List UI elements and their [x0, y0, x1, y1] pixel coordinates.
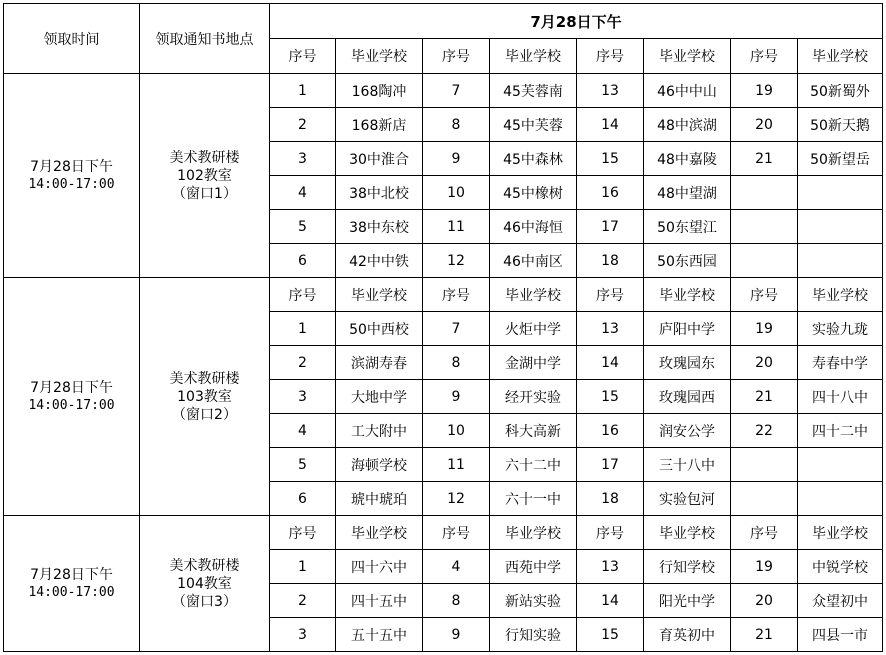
table-header-row	[4, 4, 883, 39]
cell-school: 庐阳中学	[644, 312, 731, 346]
column-header-number: 序号	[423, 39, 490, 74]
cell-number: 16	[577, 176, 644, 210]
column-header-school: 毕业学校	[644, 39, 731, 74]
collection-date: 7月28日下午	[30, 379, 113, 396]
cell-number: 8	[423, 584, 490, 618]
column-header-number: 序号	[270, 516, 336, 550]
cell-number: 15	[577, 142, 644, 176]
cell-school: 168新店	[336, 108, 423, 142]
cell-number: 4	[423, 550, 490, 584]
cell-number: 19	[731, 312, 798, 346]
column-header-number: 序号	[423, 278, 490, 312]
cell-number: 3	[270, 618, 336, 652]
cell-number: 6	[270, 244, 336, 278]
cell-school: 海顿学校	[336, 448, 423, 482]
column-header-school: 毕业学校	[798, 39, 883, 74]
collection-hours: 14:00-17:00	[28, 176, 115, 192]
cell-school: 玫瑰园西	[644, 380, 731, 414]
cell-number: 15	[577, 380, 644, 414]
cell-school: 工大附中	[336, 414, 423, 448]
location-room: 102教室	[177, 167, 232, 184]
column-header-number: 序号	[423, 516, 490, 550]
cell-school: 四十八中	[798, 380, 883, 414]
cell-number: 22	[731, 414, 798, 448]
cell-number: 12	[423, 482, 490, 516]
location-building: 美术教研楼	[169, 557, 240, 574]
cell-school	[798, 210, 883, 244]
cell-school: 48中望湖	[644, 176, 731, 210]
cell-number: 1	[270, 74, 336, 108]
cell-school: 润安公学	[644, 414, 731, 448]
section-header-row	[4, 516, 883, 550]
cell-number: 14	[577, 108, 644, 142]
cell-number: 10	[423, 176, 490, 210]
cell-school: 金湖中学	[490, 346, 577, 380]
cell-number: 4	[270, 414, 336, 448]
header-location: 领取通知书地点	[140, 4, 270, 74]
location-window: （窗口3）	[172, 593, 237, 610]
cell-school: 玫瑰园东	[644, 346, 731, 380]
cell-number: 7	[423, 74, 490, 108]
location-room: 104教室	[177, 575, 232, 592]
location-window: （窗口2）	[172, 406, 237, 423]
column-header-school: 毕业学校	[336, 39, 423, 74]
cell-number: 14	[577, 346, 644, 380]
cell-school: 四十五中	[336, 584, 423, 618]
cell-number: 2	[270, 346, 336, 380]
cell-number: 6	[270, 482, 336, 516]
cell-number: 12	[423, 244, 490, 278]
column-header-school: 毕业学校	[490, 278, 577, 312]
cell-school	[798, 244, 883, 278]
cell-number: 4	[270, 176, 336, 210]
table-row	[4, 74, 883, 108]
cell-school: 46中中山	[644, 74, 731, 108]
cell-school: 168陶冲	[336, 74, 423, 108]
cell-school: 48中嘉陵	[644, 142, 731, 176]
cell-school: 六十一中	[490, 482, 577, 516]
column-header-school: 毕业学校	[644, 516, 731, 550]
cell-number: 9	[423, 142, 490, 176]
column-header-school: 毕业学校	[490, 516, 577, 550]
cell-number: 21	[731, 380, 798, 414]
cell-number: 3	[270, 380, 336, 414]
cell-number: 2	[270, 108, 336, 142]
cell-number	[731, 210, 798, 244]
column-header-number: 序号	[731, 278, 798, 312]
column-header-number: 序号	[270, 39, 336, 74]
cell-school: 火炬中学	[490, 312, 577, 346]
cell-number: 20	[731, 584, 798, 618]
column-header-school: 毕业学校	[798, 516, 883, 550]
column-header-school: 毕业学校	[644, 278, 731, 312]
cell-number: 20	[731, 108, 798, 142]
column-header-school: 毕业学校	[798, 278, 883, 312]
cell-school: 50东望江	[644, 210, 731, 244]
collection-hours: 14:00-17:00	[28, 397, 115, 413]
cell-number: 15	[577, 618, 644, 652]
cell-school	[798, 482, 883, 516]
cell-number: 17	[577, 448, 644, 482]
cell-school: 50中西校	[336, 312, 423, 346]
cell-school: 阳光中学	[644, 584, 731, 618]
header-date: 7月28日下午	[270, 4, 883, 39]
column-header-school: 毕业学校	[336, 278, 423, 312]
cell-number: 21	[731, 142, 798, 176]
cell-school: 42中中铁	[336, 244, 423, 278]
collection-time	[4, 516, 140, 652]
cell-number	[731, 448, 798, 482]
cell-number: 19	[731, 550, 798, 584]
cell-number: 13	[577, 550, 644, 584]
cell-number: 1	[270, 550, 336, 584]
cell-school	[798, 176, 883, 210]
column-header-number: 序号	[731, 39, 798, 74]
cell-school: 45中芙蓉	[490, 108, 577, 142]
location-room: 103教室	[177, 388, 232, 405]
column-header-number: 序号	[270, 278, 336, 312]
location-building: 美术教研楼	[169, 149, 240, 166]
cell-school: 50新天鹅	[798, 108, 883, 142]
cell-school: 四十六中	[336, 550, 423, 584]
cell-number: 9	[423, 618, 490, 652]
cell-number: 7	[423, 312, 490, 346]
cell-school: 新站实验	[490, 584, 577, 618]
column-header-number: 序号	[577, 516, 644, 550]
cell-number: 11	[423, 210, 490, 244]
cell-school: 行知实验	[490, 618, 577, 652]
column-header-number: 序号	[577, 39, 644, 74]
cell-school: 实验九珑	[798, 312, 883, 346]
cell-school: 50东西园	[644, 244, 731, 278]
cell-school: 科大高新	[490, 414, 577, 448]
cell-school: 中锐学校	[798, 550, 883, 584]
cell-number: 8	[423, 108, 490, 142]
cell-number: 5	[270, 210, 336, 244]
cell-school	[798, 448, 883, 482]
cell-school: 实验包河	[644, 482, 731, 516]
header-time: 领取时间	[4, 4, 140, 74]
cell-number: 17	[577, 210, 644, 244]
cell-school: 48中滨湖	[644, 108, 731, 142]
column-header-number: 序号	[577, 278, 644, 312]
cell-school: 四县一市	[798, 618, 883, 652]
location-window: （窗口1）	[172, 185, 237, 202]
cell-school: 50新望岳	[798, 142, 883, 176]
collection-location	[140, 74, 270, 278]
location-building: 美术教研楼	[169, 370, 240, 387]
collection-time	[4, 74, 140, 278]
cell-school: 46中海恒	[490, 210, 577, 244]
collection-location	[140, 516, 270, 652]
cell-number: 16	[577, 414, 644, 448]
collection-date: 7月28日下午	[30, 158, 113, 175]
cell-number: 2	[270, 584, 336, 618]
cell-number: 11	[423, 448, 490, 482]
cell-number: 1	[270, 312, 336, 346]
cell-number: 10	[423, 414, 490, 448]
cell-number: 13	[577, 312, 644, 346]
cell-number: 9	[423, 380, 490, 414]
cell-number: 5	[270, 448, 336, 482]
cell-number	[731, 176, 798, 210]
column-header-school: 毕业学校	[490, 39, 577, 74]
cell-number: 18	[577, 482, 644, 516]
column-header-number: 序号	[731, 516, 798, 550]
cell-number: 20	[731, 346, 798, 380]
cell-school: 滨湖寿春	[336, 346, 423, 380]
cell-school: 45芙蓉南	[490, 74, 577, 108]
cell-school: 30中淮合	[336, 142, 423, 176]
cell-school: 琥中琥珀	[336, 482, 423, 516]
column-header-school: 毕业学校	[336, 516, 423, 550]
cell-school: 三十八中	[644, 448, 731, 482]
cell-school: 四十二中	[798, 414, 883, 448]
cell-number: 21	[731, 618, 798, 652]
collection-time	[4, 278, 140, 516]
cell-school: 六十二中	[490, 448, 577, 482]
cell-number: 13	[577, 74, 644, 108]
cell-school: 50新蜀外	[798, 74, 883, 108]
cell-school: 大地中学	[336, 380, 423, 414]
collection-schedule-table	[3, 3, 883, 652]
section-header-row	[4, 278, 883, 312]
cell-school: 西苑中学	[490, 550, 577, 584]
cell-number	[731, 244, 798, 278]
cell-school: 育英初中	[644, 618, 731, 652]
collection-location	[140, 278, 270, 516]
cell-school: 五十五中	[336, 618, 423, 652]
cell-number: 19	[731, 74, 798, 108]
cell-school: 45中橡树	[490, 176, 577, 210]
collection-hours: 14:00-17:00	[28, 584, 115, 600]
cell-school: 38中东校	[336, 210, 423, 244]
cell-school: 行知学校	[644, 550, 731, 584]
cell-number: 3	[270, 142, 336, 176]
cell-number: 14	[577, 584, 644, 618]
cell-school: 众望初中	[798, 584, 883, 618]
cell-school: 寿春中学	[798, 346, 883, 380]
cell-school: 45中森林	[490, 142, 577, 176]
cell-school: 经开实验	[490, 380, 577, 414]
cell-school: 46中南区	[490, 244, 577, 278]
cell-number	[731, 482, 798, 516]
cell-number: 18	[577, 244, 644, 278]
collection-date: 7月28日下午	[30, 566, 113, 583]
cell-school: 38中北校	[336, 176, 423, 210]
cell-number: 8	[423, 346, 490, 380]
